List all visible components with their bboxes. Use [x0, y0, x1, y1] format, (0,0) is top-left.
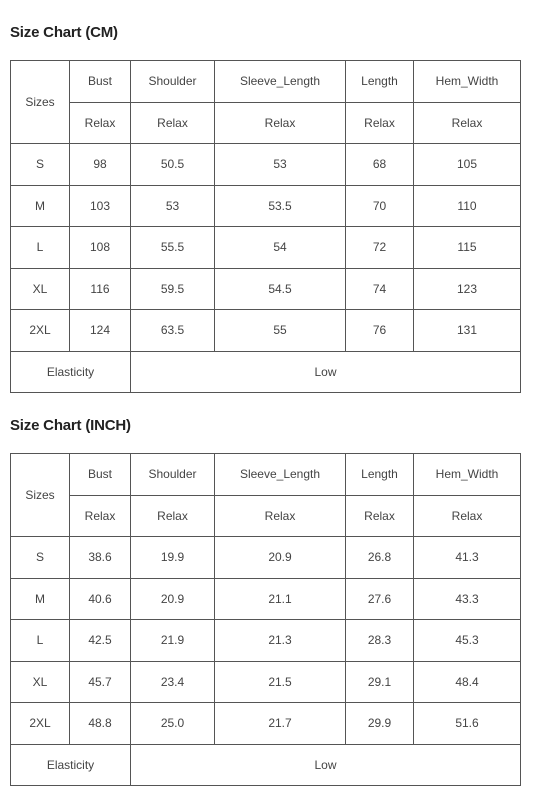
- value-cell: 123: [414, 268, 521, 310]
- size-cell: M: [11, 578, 70, 620]
- shoulder-header: Shoulder: [131, 454, 215, 496]
- value-cell: 50.5: [131, 144, 215, 186]
- fit-label: Relax: [414, 102, 521, 144]
- table-row: [11, 268, 521, 310]
- fit-label: Relax: [346, 495, 414, 537]
- value-cell: 21.7: [215, 703, 346, 745]
- value-cell: 29.9: [346, 703, 414, 745]
- value-cell: 53.5: [215, 185, 346, 227]
- value-cell: 48.4: [414, 661, 521, 703]
- sizes-header: Sizes: [11, 454, 70, 537]
- length-header: Length: [346, 61, 414, 103]
- value-cell: 53: [215, 144, 346, 186]
- fit-label: Relax: [414, 495, 521, 537]
- value-cell: 110: [414, 185, 521, 227]
- fit-label: Relax: [346, 102, 414, 144]
- value-cell: 108: [70, 227, 131, 269]
- table-row: [11, 661, 521, 703]
- shoulder-header: Shoulder: [131, 61, 215, 103]
- value-cell: 115: [414, 227, 521, 269]
- value-cell: 21.1: [215, 578, 346, 620]
- size-cell: XL: [11, 661, 70, 703]
- size-cell: L: [11, 227, 70, 269]
- fit-label: Relax: [70, 495, 131, 537]
- value-cell: 68: [346, 144, 414, 186]
- table-row: [11, 578, 521, 620]
- sleeve-length-header: Sleeve_Length: [215, 454, 346, 496]
- hem-width-header: Hem_Width: [414, 61, 521, 103]
- value-cell: 54.5: [215, 268, 346, 310]
- value-cell: 42.5: [70, 620, 131, 662]
- elasticity-label: Elasticity: [11, 351, 131, 393]
- sleeve-length-header: Sleeve_Length: [215, 61, 346, 103]
- size-cell: S: [11, 144, 70, 186]
- bust-header: Bust: [70, 61, 131, 103]
- value-cell: 41.3: [414, 537, 521, 579]
- value-cell: 74: [346, 268, 414, 310]
- value-cell: 63.5: [131, 310, 215, 352]
- size-cell: M: [11, 185, 70, 227]
- length-header: Length: [346, 454, 414, 496]
- value-cell: 29.1: [346, 661, 414, 703]
- fit-label: Relax: [215, 102, 346, 144]
- size-cell: S: [11, 537, 70, 579]
- table-row: [11, 310, 521, 352]
- elasticity-row: [11, 351, 521, 393]
- value-cell: 54: [215, 227, 346, 269]
- value-cell: 116: [70, 268, 131, 310]
- value-cell: 131: [414, 310, 521, 352]
- value-cell: 23.4: [131, 661, 215, 703]
- value-cell: 38.6: [70, 537, 131, 579]
- elasticity-row: [11, 744, 521, 786]
- size-cell: XL: [11, 268, 70, 310]
- table-subheader-row: [11, 102, 521, 144]
- size-chart-inch-table: [10, 453, 521, 786]
- table-subheader-row: [11, 495, 521, 537]
- value-cell: 19.9: [131, 537, 215, 579]
- value-cell: 70: [346, 185, 414, 227]
- fit-label: Relax: [215, 495, 346, 537]
- size-cell: L: [11, 620, 70, 662]
- value-cell: 98: [70, 144, 131, 186]
- fit-label: Relax: [70, 102, 131, 144]
- elasticity-label: Elasticity: [11, 744, 131, 786]
- table-row: [11, 703, 521, 745]
- value-cell: 53: [131, 185, 215, 227]
- table-row: [11, 620, 521, 662]
- table-row: [11, 227, 521, 269]
- sizes-header: Sizes: [11, 61, 70, 144]
- value-cell: 55: [215, 310, 346, 352]
- fit-label: Relax: [131, 495, 215, 537]
- value-cell: 76: [346, 310, 414, 352]
- value-cell: 27.6: [346, 578, 414, 620]
- fit-label: Relax: [131, 102, 215, 144]
- elasticity-value: Low: [131, 744, 521, 786]
- value-cell: 40.6: [70, 578, 131, 620]
- value-cell: 20.9: [215, 537, 346, 579]
- table-header-row: [11, 61, 521, 103]
- value-cell: 21.9: [131, 620, 215, 662]
- elasticity-value: Low: [131, 351, 521, 393]
- value-cell: 45.7: [70, 661, 131, 703]
- value-cell: 21.3: [215, 620, 346, 662]
- value-cell: 43.3: [414, 578, 521, 620]
- value-cell: 55.5: [131, 227, 215, 269]
- value-cell: 45.3: [414, 620, 521, 662]
- value-cell: 25.0: [131, 703, 215, 745]
- value-cell: 21.5: [215, 661, 346, 703]
- value-cell: 124: [70, 310, 131, 352]
- value-cell: 103: [70, 185, 131, 227]
- table-header-row: [11, 454, 521, 496]
- size-chart-cm-table: [10, 60, 521, 393]
- value-cell: 72: [346, 227, 414, 269]
- value-cell: 105: [414, 144, 521, 186]
- size-chart-cm-title: Size Chart (CM): [10, 24, 118, 41]
- value-cell: 51.6: [414, 703, 521, 745]
- size-cell: 2XL: [11, 703, 70, 745]
- hem-width-header: Hem_Width: [414, 454, 521, 496]
- size-chart-inch-title: Size Chart (INCH): [10, 417, 131, 434]
- table-row: [11, 144, 521, 186]
- value-cell: 59.5: [131, 268, 215, 310]
- value-cell: 26.8: [346, 537, 414, 579]
- size-cell: 2XL: [11, 310, 70, 352]
- value-cell: 20.9: [131, 578, 215, 620]
- value-cell: 28.3: [346, 620, 414, 662]
- table-row: [11, 185, 521, 227]
- table-row: [11, 537, 521, 579]
- bust-header: Bust: [70, 454, 131, 496]
- value-cell: 48.8: [70, 703, 131, 745]
